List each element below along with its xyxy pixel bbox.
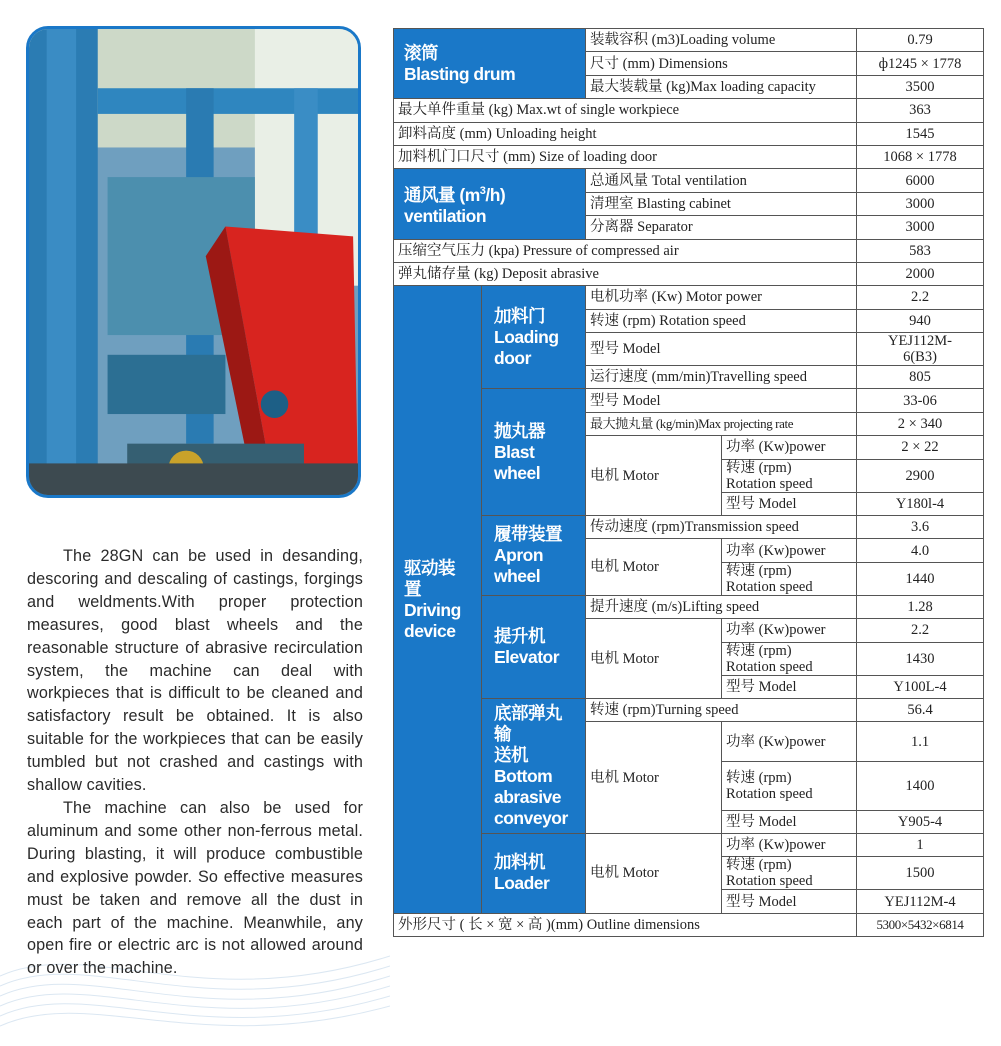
machine-photo [26,26,361,498]
motor-label: 电机 Motor [586,833,722,913]
spec-label: 转速 (rpm) Rotation speed [722,857,857,890]
blast-wheel-header [482,389,586,516]
spec-value: 2 × 22 [857,436,984,459]
spec-label: 型号 Model [722,890,857,913]
spec-value: Y180l-4 [857,492,984,515]
spec-value: 3000 [857,192,984,215]
spec-label: 外形尺寸 ( 长 × 宽 × 高 )(mm) Outline dimensions [394,913,857,936]
loading-door-cn: 加料门 [494,305,545,326]
spec-value: 3500 [857,75,984,98]
apron-wheel-en2: wheel [494,565,541,586]
spec-value: YEJ112M- 6(B3) [857,333,984,366]
spec-value: 1440 [857,562,984,595]
spec-label: 型号 Model [722,810,857,833]
spec-value: 3000 [857,216,984,239]
loading-door-en1: Loading [494,326,559,347]
spec-value: 1545 [857,122,984,145]
spec-label: 清理室 Blasting cabinet [586,192,857,215]
spec-value: YEJ112M-4 [857,890,984,913]
bottom-conveyor-en1: Bottom [494,765,553,786]
bottom-conveyor-en3: conveyor [494,807,568,828]
spec-label: 功率 (Kw)power [722,833,857,856]
loader-cn: 加料机 [494,852,545,873]
spec-value: 2.2 [857,286,984,309]
driving-device-en2: device [404,620,456,641]
spec-label: 运行速度 (mm/min)Travelling speed [586,366,857,389]
description-paragraph-2: The machine can also be used for aluminum and some other non-ferrous metal. During blasting, it will produce combustible and explosive powder. So effective measures must be taken and remove all the dust in each part of the machine. Meanwhile, any open fire or electric arc is not allowed around or over the machine. [27,798,363,978]
apron-wheel-cn: 履带装置 [494,523,562,544]
spec-value: 805 [857,366,984,389]
spec-value: 3.6 [857,516,984,539]
spec-value: 583 [857,239,984,262]
ventilation-header [394,169,586,239]
spec-label: 分离器 Separator [586,216,857,239]
spec-value: 1500 [857,857,984,890]
spec-value: 363 [857,99,984,122]
spec-value: 56.4 [857,698,984,721]
spec-value: Y100L-4 [857,675,984,698]
spec-value: ф1245 × 1778 [857,52,984,75]
spec-label: 最大抛丸量 (kg/min)Max projecting rate [586,412,857,435]
spec-value: 2000 [857,262,984,285]
spec-label: 功率 (Kw)power [722,722,857,761]
blasting-drum-en: Blasting drum [404,63,516,84]
loading-door-header [482,286,586,389]
spec-value: 1430 [857,642,984,675]
spec-value: 2.2 [857,619,984,642]
spec-value: 1068 × 1778 [857,145,984,168]
elevator-header [482,595,586,698]
bottom-conveyor-header [482,698,586,833]
machine-description [27,545,363,980]
spec-label: 弹丸储存量 (kg) Deposit abrasive [394,262,857,285]
spec-value: 1 [857,833,984,856]
motor-label: 电机 Motor [586,619,722,699]
spec-value: 1.1 [857,722,984,761]
spec-value: Y905-4 [857,810,984,833]
ventilation-cn: 通风量 $(m^3/h)$ [404,184,506,205]
loading-door-en2: door [494,347,531,368]
spec-value: 940 [857,309,984,332]
spec-value: 5300×5432×6814 [857,913,984,936]
spec-value: 33-06 [857,389,984,412]
elevator-cn: 提升机 [494,625,545,646]
spec-value: 2900 [857,459,984,492]
spec-value: 4.0 [857,539,984,562]
spec-label: 转速 (rpm) Rotation speed [722,562,857,595]
spec-label: 型号 Model [722,492,857,515]
spec-label: 型号 Model [722,675,857,698]
spec-label: 最大装载量 (kg)Max loading capacity [586,75,857,98]
blast-wheel-en1: Blast [494,441,535,462]
blasting-drum-header [394,29,586,99]
loader-en: Loader [494,873,550,894]
bottom-conveyor-en2: abrasive [494,786,562,807]
blast-wheel-cn: 抛丸器 [494,420,545,441]
spec-label: 转速 (rpm) Rotation speed [722,459,857,492]
spec-label: 装载容积 (m3)Loading volume [586,29,857,52]
spec-label: 型号 Model [586,389,857,412]
spec-value: 2 × 340 [857,412,984,435]
spec-label: 总通风量 Total ventilation [586,169,857,192]
spec-label: 传动速度 (rpm)Transmission speed [586,516,857,539]
spec-label: 转速 (rpm) Rotation speed [722,761,857,810]
spec-value: 1400 [857,761,984,810]
spec-label: 加料机门口尺寸 (mm) Size of loading door [394,145,857,168]
description-paragraph-1: The 28GN can be used in desanding, descoring and descaling of castings, forgings and weldments.With proper protection measures, good blast wheels and the reasonable structure of abrasive recirculation system, the machine can deal with workpieces that is difficult to be cleaned and satisfactory result be obtained. It is also suitable for the workpieces that can be easily tumbled but not crashed and castings with shallow cavities. [27,547,363,795]
spec-label: 转速 (rpm) Rotation speed [722,642,857,675]
motor-label: 电机 Motor [586,539,722,595]
specification-table [393,28,984,937]
spec-label: 转速 (rpm)Turning speed [586,698,857,721]
motor-label: 电机 Motor [586,436,722,516]
motor-label: 电机 Motor [586,722,722,834]
elevator-en: Elevator [494,646,560,667]
spec-label: 电机功率 (Kw) Motor power [586,286,857,309]
driving-device-cn: 驱动装置 [404,557,455,599]
spec-label: 功率 (Kw)power [722,436,857,459]
spec-label: 卸料高度 (mm) Unloading height [394,122,857,145]
bottom-conveyor-cn1: 底部弹丸输 [494,702,562,744]
spec-value: 6000 [857,169,984,192]
loader-header [482,833,586,913]
spec-label: 功率 (Kw)power [722,619,857,642]
blast-wheel-en2: wheel [494,462,541,483]
spec-label: 型号 Model [586,333,857,366]
spec-value: 1.28 [857,595,984,618]
spec-label: 尺寸 (mm) Dimensions [586,52,857,75]
apron-wheel-header [482,516,586,596]
spec-label: 转速 (rpm) Rotation speed [586,309,857,332]
apron-wheel-en1: Apron [494,544,544,565]
spec-value: 0.79 [857,29,984,52]
spec-label: 功率 (Kw)power [722,539,857,562]
spec-label: 提升速度 (m/s)Lifting speed [586,595,857,618]
bottom-conveyor-cn2: 送机 [494,744,528,765]
blasting-drum-cn: 滚筒 [404,42,438,63]
driving-device-header [394,286,482,913]
spec-label: 最大单件重量 (kg) Max.wt of single workpiece [394,99,857,122]
spec-label: 压缩空气压力 (kpa) Pressure of compressed air [394,239,857,262]
driving-device-en1: Driving [404,599,461,620]
ventilation-en: ventilation [404,205,487,226]
